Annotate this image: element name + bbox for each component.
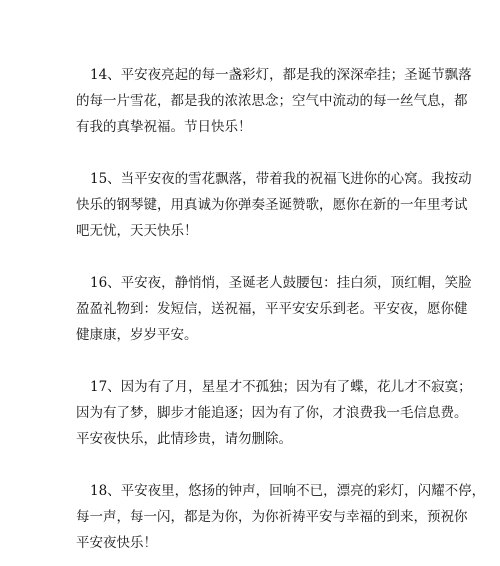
paragraph-line: 盈盈礼物到：发短信，送祝福，平平安安乐到老。平安夜，愿你健: [76, 301, 468, 317]
paragraph-line: 有我的真挚祝福。节日快乐！: [76, 119, 252, 135]
paragraph-line: 18、平安夜里，悠扬的钟声，回响不已，漂亮的彩灯，闪耀不停，: [90, 483, 486, 499]
paragraph-18: [76, 478, 486, 556]
paragraph-17: [76, 374, 472, 452]
paragraph-line: 的每一片雪花，都是我的浓浓思念；空气中流动的每一丝气息，都: [76, 93, 468, 109]
paragraph-line: 17、因为有了月，星星才不孤独；因为有了蝶，花儿才不寂寞；: [90, 379, 472, 395]
paragraph-line: 16、平安夜，静悄悄，圣诞老人鼓腰包：挂白须，顶红帽，笑脸: [90, 275, 472, 291]
paragraph-line: 15、当平安夜的雪花飘落，带着我的祝福飞进你的心窝。我按动: [90, 171, 472, 187]
paragraph-14: [76, 62, 472, 140]
paragraph-line: 平安夜快乐，此情珍贵，请勿删除。: [76, 431, 292, 447]
paragraph-line: 14、平安夜亮起的每一盏彩灯，都是我的深深牵挂；圣诞节飘落: [90, 67, 472, 83]
paragraph-line: 每一声，每一闪，都是为你，为你祈祷平安与幸福的到来，预祝你: [76, 509, 468, 525]
paragraph-16: [76, 270, 472, 348]
paragraph-line: 吧无忧，天天快乐！: [76, 223, 198, 239]
paragraph-line: 快乐的钢琴键，用真诚为你弹奏圣诞赞歌，愿你在新的一年里考试: [76, 197, 468, 213]
paragraph-line: 健康康，岁岁平安。: [76, 327, 198, 343]
paragraph-15: [76, 166, 472, 244]
paragraph-line: 平安夜快乐！: [76, 535, 157, 551]
paragraph-line: 因为有了梦，脚步才能追逐；因为有了你，才浪费我一毛信息费。: [76, 405, 468, 421]
